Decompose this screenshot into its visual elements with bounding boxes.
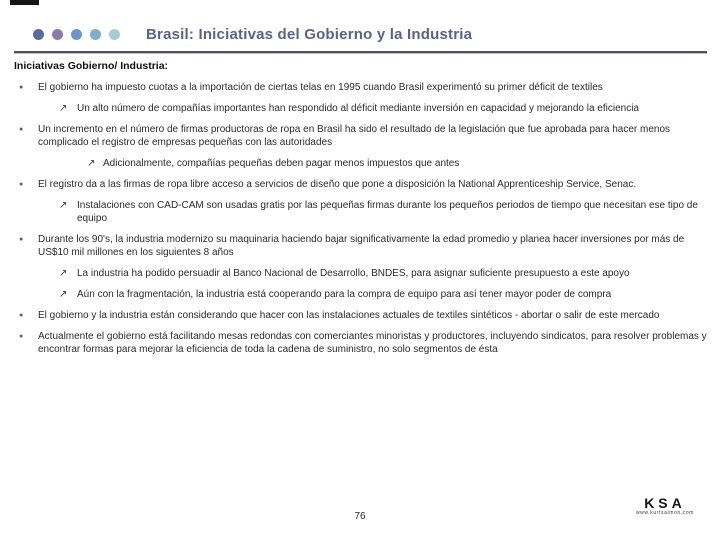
bullet-row [14,267,712,280]
bullet-text: Actualmente el gobierno está facilitando mesas redondas con comerciantes minoristas y productores, incluyendo sindicatos, para resolver problemas y encontrar formas para mejorar la eficiencia de toda la cadena de suministro, no solo segmentos de ésta [38,331,707,355]
bullet-dot-icon: ● [19,333,24,340]
bullet-dot-icon: ● [19,84,24,91]
ne-arrow-icon: ↗ [59,289,68,300]
bullet-text: Un incremento en el número de firmas productoras de ropa en Brasil ha sido el resultado de la legislación que fue aprobada para hacer menos complicado el registro de empresas pequeñas con las autoridades [38,124,671,148]
decorative-dot-icon [71,29,82,40]
section-heading: Iniciativas Gobierno/ Industria: [14,60,169,72]
ksa-logo [636,496,694,516]
bullet-text: Adicionalmente, compañías pequeñas deben pagar menos impuestos que antes [103,158,460,169]
ksa-logo-text: KSA [644,495,686,511]
decorative-dot-icon [33,29,44,40]
ne-arrow-icon: ↗ [59,103,68,114]
bullet-text: Durante los 90's, la industria modernizo su maquinaria haciendo bajar significativamente la edad promedio y planea hacer inversiones por más de US$10 mil millones en los siguientes 8 años [38,234,685,258]
bullet-row [14,288,712,301]
bullet-text: El gobierno y la industria están considerando que hacer con las instalaciones actuales de textiles sintéticos - abortar o salir de este mercado [38,310,660,321]
bullet-text: Un alto número de compañías importantes han respondido al déficit mediante inversión en capacidad y mejorando la eficiencia [77,103,639,114]
bullet-dot-icon: ● [19,181,24,188]
bullet-row [14,102,712,115]
bullet-dot-icon: ● [19,236,24,243]
bullet-text: La industria ha podido persuadir al Banco Nacional de Desarrollo, BNDES, para asignar suficiente presupuesto a este apoyo [77,268,630,279]
ne-arrow-icon: ↗ [59,200,68,211]
slide-title: Brasil: Iniciativas del Gobierno y la Industria [146,26,473,43]
bullet-text: El registro da a las firmas de ropa libre acceso a servicios de diseño que pone a disposición la National Apprenticeship Service, Senac. [38,179,637,190]
ksa-logo-url: www.kurtsalmon.com [635,510,694,516]
bullet-dot-icon: ● [19,312,24,319]
title-divider [14,51,707,54]
bullet-row [14,81,712,94]
header-dots [33,29,120,40]
bullet-dot-icon: ● [19,126,24,133]
decorative-dot-icon [90,29,101,40]
bullet-row [14,233,712,259]
bullet-row [14,178,712,191]
bullet-text: Aún con la fragmentación, la industria está cooperando para la compra de equipo para así tener mayor poder de compra [77,289,612,300]
ne-arrow-icon: ↗ [59,268,68,279]
bullet-list [14,81,712,356]
bullet-row [14,157,712,170]
decorative-dot-icon [52,29,63,40]
bullet-row [14,330,712,356]
bullet-text: Instalaciones con CAD-CAM son usadas gratis por las pequeñas firmas durante los pequeños periodos de tiempo que necesitan ese tipo de equipo [77,200,698,224]
slide-header [33,26,472,43]
decorative-dot-icon [109,29,120,40]
bullet-row [14,199,712,225]
bullet-row [14,309,712,322]
page-number: 76 [354,511,366,522]
slide-body [14,60,712,364]
ne-arrow-icon: ↗ [87,158,96,169]
bullet-row [14,123,712,149]
bullet-text: El gobierno ha impuesto cuotas a la importación de ciertas telas en 1995 cuando Brasil experimentó su primer déficit de textiles [38,82,603,93]
corner-mark [10,0,39,5]
